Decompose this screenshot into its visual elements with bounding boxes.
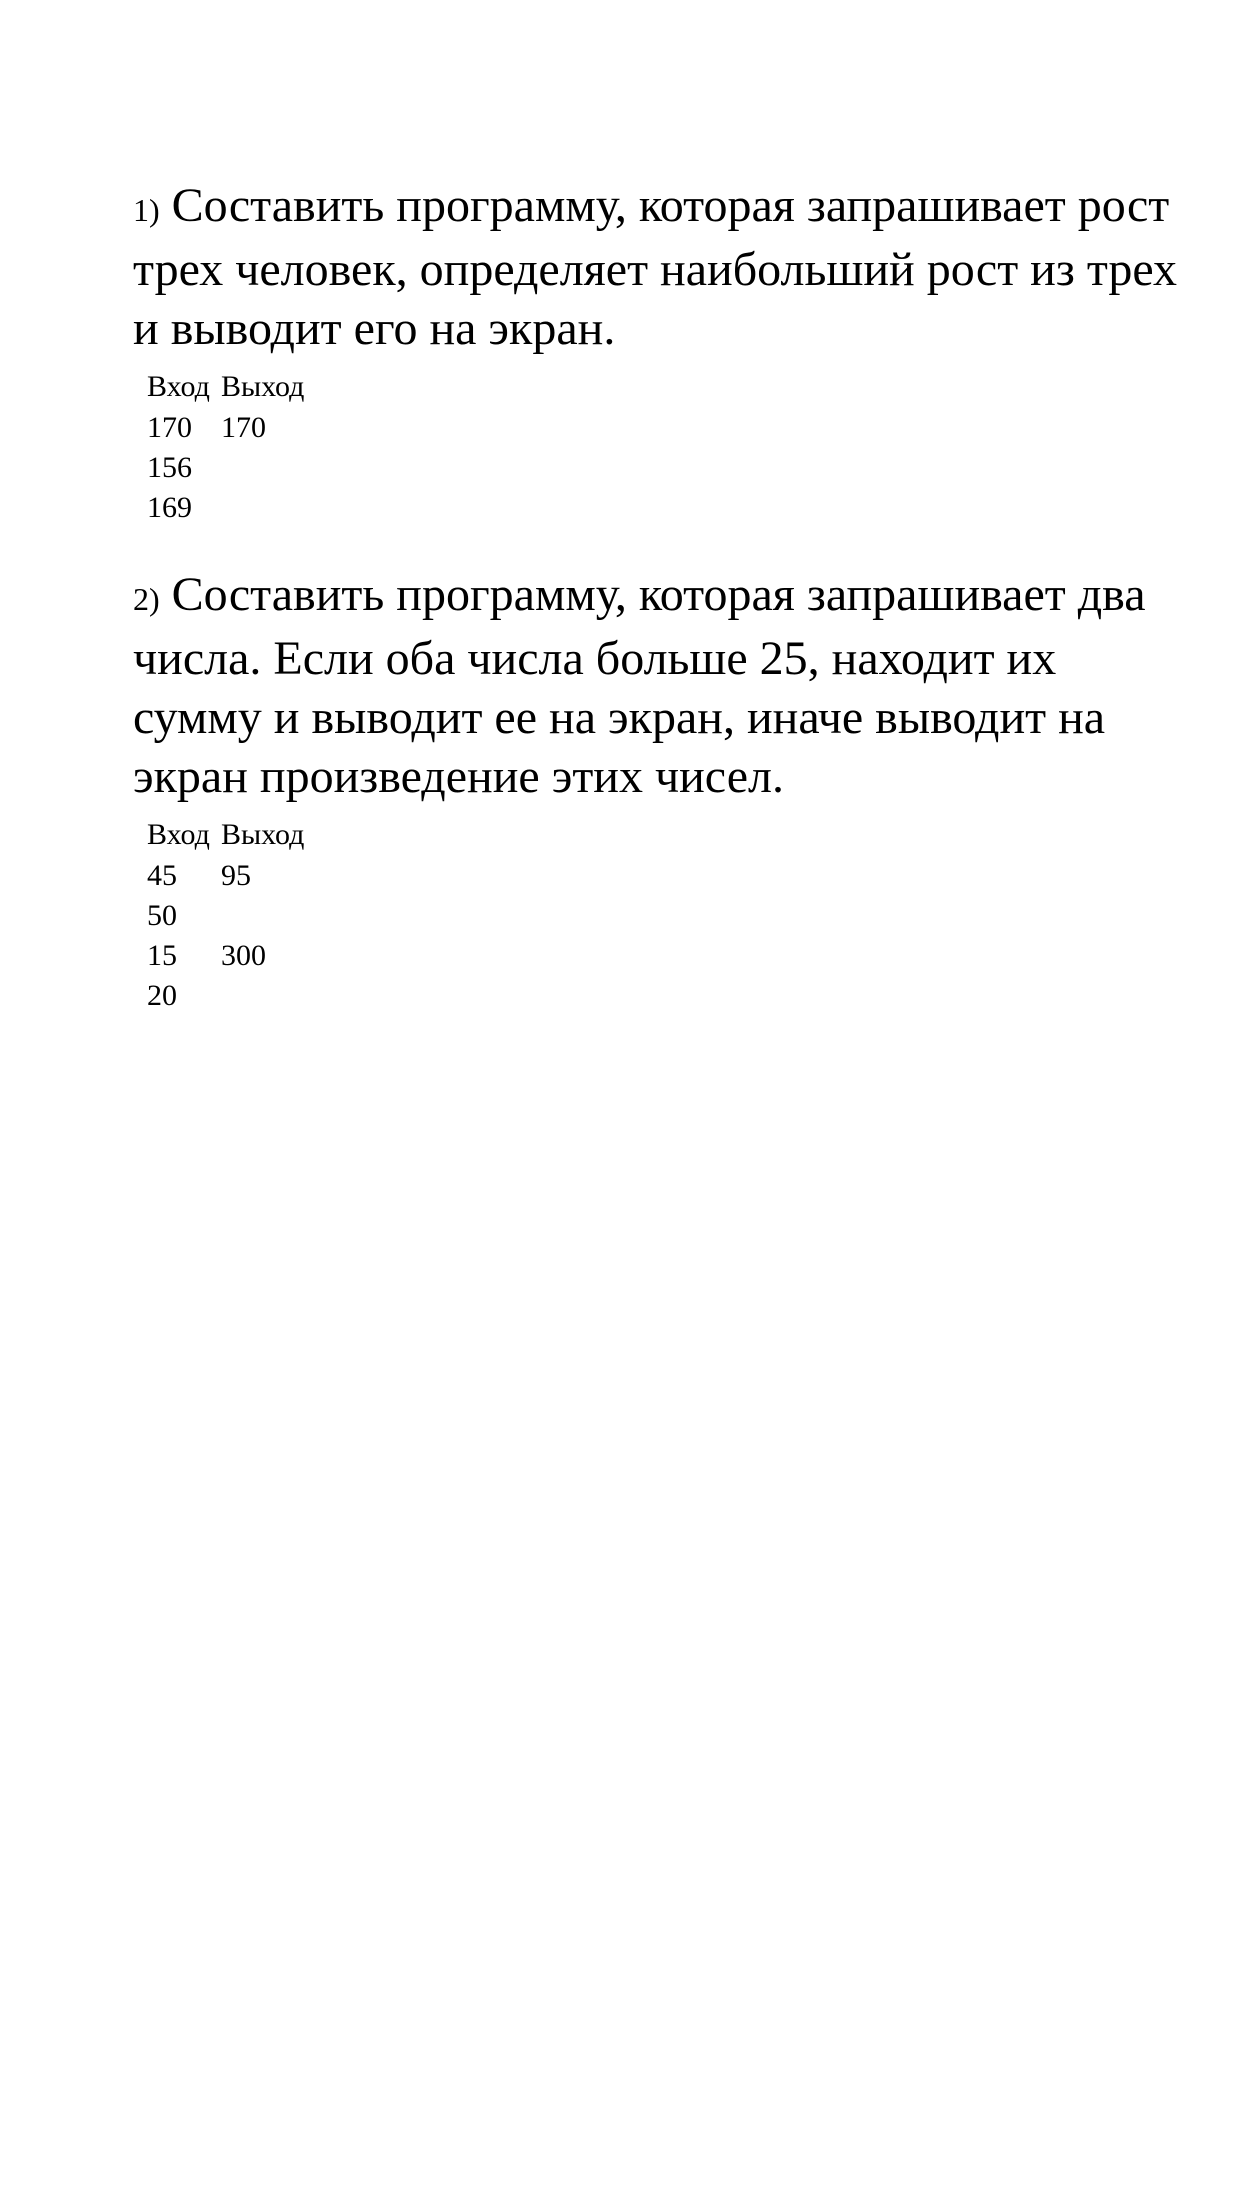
- io-example-table: [147, 366, 341, 528]
- task-text: Составить программу, которая запрашивает рост трех человек, определяет наибольший рост из трех и выводит его на экран.: [133, 179, 1178, 355]
- io-header-row: [147, 814, 341, 856]
- table-row: [147, 856, 341, 896]
- task-2: [133, 565, 1193, 1016]
- input-cell: 45: [147, 859, 177, 892]
- table-row: [147, 448, 341, 488]
- input-cell: 156: [147, 451, 192, 484]
- output-cell: [221, 976, 341, 1016]
- table-row: [147, 488, 341, 528]
- output-cell: [221, 896, 341, 936]
- table-row: [147, 976, 341, 1016]
- task-1: [133, 176, 1193, 528]
- output-cell: 95: [221, 859, 251, 892]
- output-cell: [221, 488, 341, 528]
- input-cell: 169: [147, 491, 192, 524]
- task-statement: [133, 176, 1193, 358]
- input-cell: 170: [147, 411, 192, 444]
- input-cell: 20: [147, 979, 177, 1012]
- io-header-row: [147, 366, 341, 408]
- input-header: Вход: [147, 818, 210, 851]
- output-cell: [221, 448, 341, 488]
- table-row: [147, 936, 341, 976]
- table-row: [147, 896, 341, 936]
- table-row: [147, 408, 341, 448]
- output-cell: 170: [221, 411, 266, 444]
- task-number: 2): [133, 581, 160, 617]
- task-statement: [133, 565, 1193, 806]
- task-text: Составить программу, которая запрашивает два числа. Если оба числа больше 25, находит их сумму и выводит ее на экран, иначе выводит на экран произведение этих чисел.: [133, 568, 1146, 803]
- io-example-table: [147, 814, 341, 1016]
- task-number: 1): [133, 192, 160, 228]
- input-header: Вход: [147, 370, 210, 403]
- output-header: Выход: [221, 370, 305, 403]
- input-cell: 15: [147, 939, 177, 972]
- output-header: Выход: [221, 818, 305, 851]
- output-cell: 300: [221, 939, 266, 972]
- input-cell: 50: [147, 899, 177, 932]
